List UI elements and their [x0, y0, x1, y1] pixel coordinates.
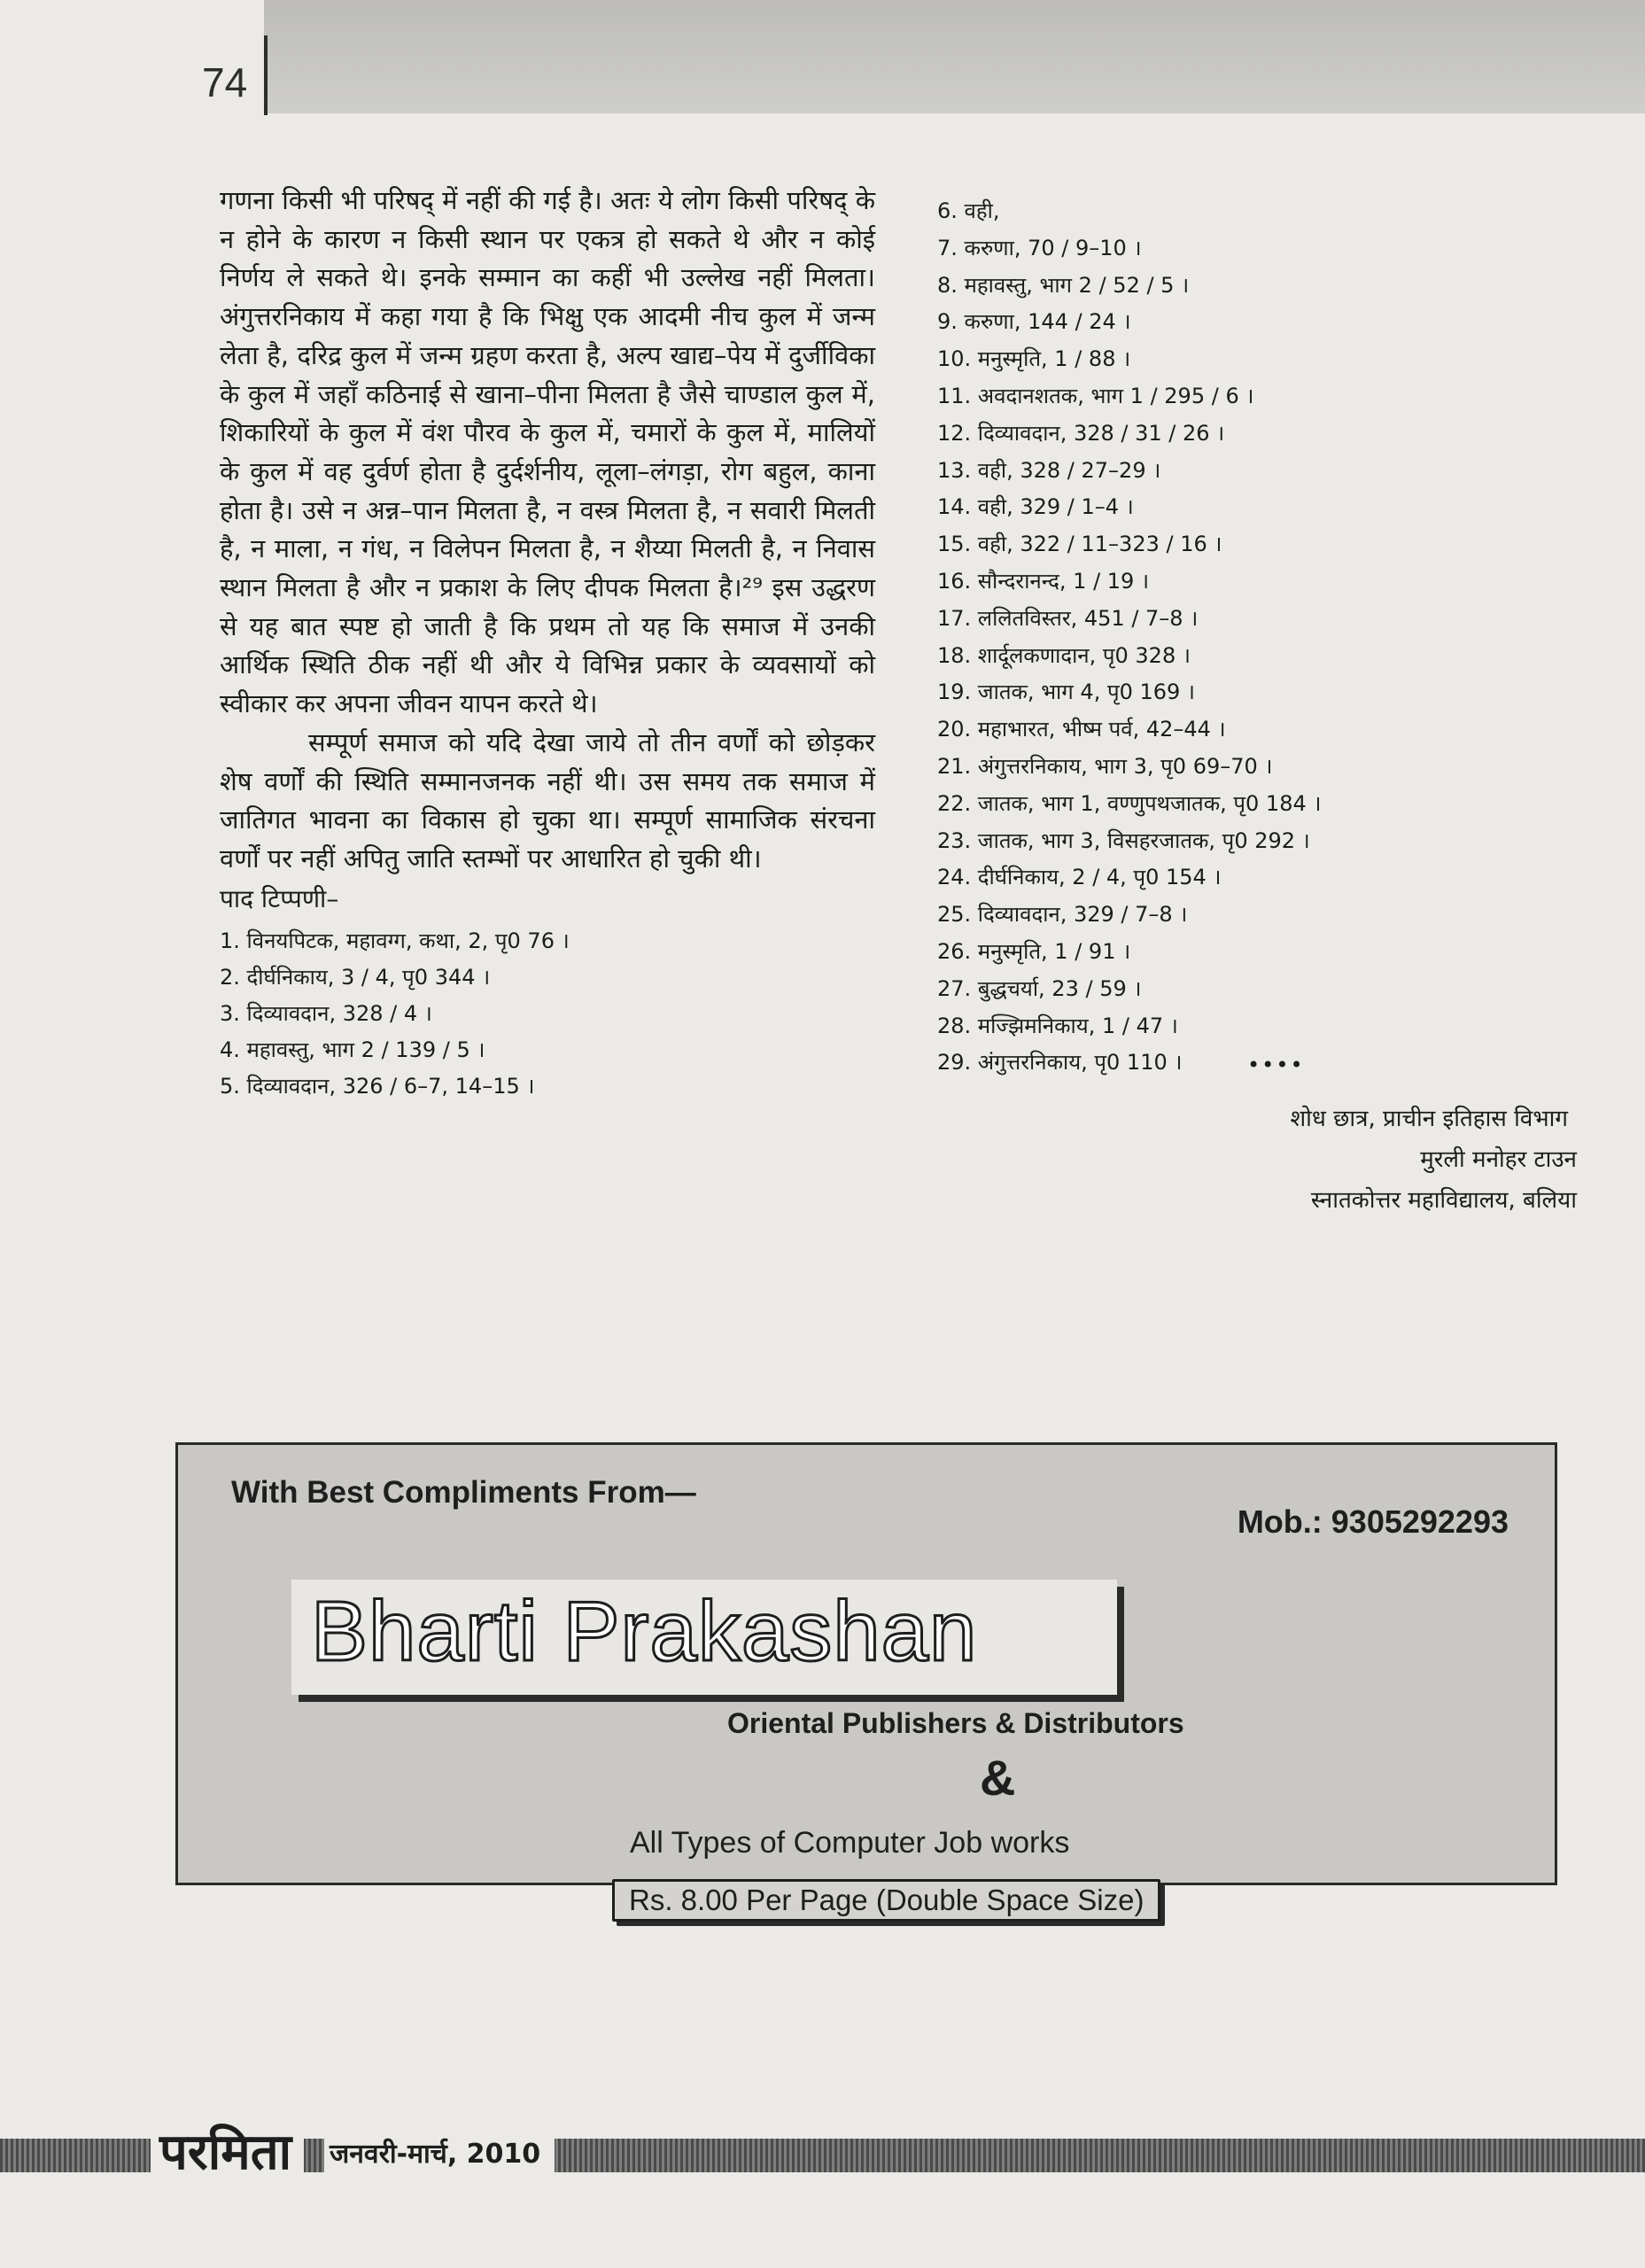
author-line: स्नातकोत्तर महाविद्यालय, बलिया — [1310, 1187, 1577, 1214]
ad-greeting: With Best Compliments From— — [231, 1475, 696, 1510]
article-left-column — [220, 182, 875, 1105]
footnote-item: 23. जातक, भाग 3, विसहरजातक, पृ0 292 । — [937, 827, 1310, 853]
magazine-title: परमिता — [151, 2117, 304, 2188]
footnote-right-column — [937, 193, 1575, 1082]
footnote-item: 6. वही, — [937, 198, 1000, 223]
article-end-marker: •••• — [1247, 1052, 1305, 1077]
footnote-item: 1. विनयपिटक, महावग्ग, कथा, 2, पृ0 76 । — [220, 928, 570, 953]
footnote-item: 2. दीर्घनिकाय, 3 / 4, पृ0 344 । — [220, 964, 491, 990]
footnote-item: 26. मनुस्मृति, 1 / 91 । — [937, 938, 1131, 964]
ad-mobile-number: Mob.: 9305292293 — [1237, 1503, 1509, 1540]
page-number: 74 — [202, 59, 248, 105]
footnote-item: 19. जातक, भाग 4, पृ0 169 । — [937, 680, 1196, 705]
footnote-item: 21. अंगुत्तरनिकाय, भाग 3, पृ0 69–70 । — [937, 753, 1273, 779]
footnote-item: 12. दिव्यावदान, 328 / 31 / 26 । — [937, 420, 1225, 446]
footnote-item: 17. ललितविस्तर, 451 / 7–8 । — [937, 605, 1199, 631]
footnote-item: 8. महावस्तु, भाग 2 / 52 / 5 । — [937, 272, 1190, 298]
footnote-item: 24. दीर्घनिकाय, 2 / 4, पृ0 154 । — [937, 865, 1222, 890]
issue-date: जनवरी-मार्च, 2010 — [324, 2128, 555, 2181]
ad-tagline: Oriental Publishers & Distributors — [727, 1707, 1184, 1739]
footnote-item: 10. मनुस्मृति, 1 / 88 । — [937, 346, 1131, 372]
footnote-item: 25. दिव्यावदान, 329 / 7–8 । — [937, 902, 1188, 928]
header-bar — [264, 0, 1645, 113]
footnote-item: 14. वही, 329 / 1–4 । — [937, 494, 1134, 520]
footnote-item: 28. मज्झिमनिकाय, 1 / 47 । — [937, 1013, 1178, 1038]
advertisement-box — [175, 1442, 1557, 1916]
footnote-item: 20. महाभारत, भीष्म पर्व, 42–44 । — [937, 717, 1226, 742]
footnote-item: 18. शार्दूलकणादान, पृ0 328 । — [937, 642, 1191, 668]
footnote-item: 3. दिव्यावदान, 328 / 4 । — [220, 1000, 432, 1026]
ad-service: All Types of Computer Job works — [630, 1826, 1070, 1860]
author-line: मुरली मनोहर टाउन — [1420, 1146, 1577, 1173]
author-affiliation — [1160, 1099, 1577, 1221]
footnote-item: 15. वही, 322 / 11–323 / 16 । — [937, 532, 1222, 557]
footnote-heading: पाद टिप्पणी– — [220, 883, 339, 913]
footnote-list-left — [220, 923, 875, 1105]
footnote-item: 5. दिव्यावदान, 326 / 6–7, 14–15 । — [220, 1073, 535, 1099]
article-paragraph-1: गणना किसी भी परिषद् में नहीं की गई है। अतः ये लोग किसी परिषद् के न होने के कारण न किसी स्थान पर एकत्र हो सकते थे और न कोई निर्णय ले सकते थे। इनके सम्मान का कहीं भी उल्लेख नहीं मिलता। अंगुत्तरनिकाय में कहा गया है कि भिक्षु एक आदमी नीच कुल में जन्म लेता है, दरिद्र कुल में जन्म ग्रहण करता है, अल्प खाद्य–पेय में दुर्जीविका के कुल में जहाँ कठिनाई से खाना–पीना मिलता है जैसे चाण्डाल कुल में, शिकारियों के कुल में वंश पौरव के कुल में, चमारों के कुल में, मालियों के कुल में वह दुर्वर्ण होता है दुर्दर्शनीय, लूला–लंगड़ा, रोग बहुल, काना होता है। उसे न अन्न–पान मिलता है, न वस्त्र मिलता है, न सवारी मिलती है, न माला, न गंध, न विलेपन मिलता है, न शैय्या मिलती है, न निवास स्थान मिलता है और न प्रकाश के लिए दीपक मिलता है।²⁹ इस उद्धरण से यह बात स्पष्ट हो जाती है कि प्रथम तो यह कि समाज में उनकी आर्थिक स्थिति ठीक नहीं थी और ये विभिन्न प्रकार के व्यवसायों को स्वीकार कर अपना जीवन यापन करते थे। — [220, 185, 875, 719]
ad-ampersand: & — [980, 1750, 1016, 1806]
ad-price-tag: Rs. 8.00 Per Page (Double Space Size) — [612, 1879, 1160, 1922]
footnote-item: 13. वही, 328 / 27–29 । — [937, 457, 1161, 483]
footnote-item: 4. महावस्तु, भाग 2 / 139 / 5 । — [220, 1037, 485, 1062]
footnote-item: 9. करुणा, 144 / 24 । — [937, 309, 1131, 335]
header-divider — [264, 35, 268, 115]
author-line: शोध छात्र, प्राचीन इतिहास विभाग — [1290, 1106, 1568, 1132]
footnote-list-right — [937, 193, 1575, 1082]
brand-logo-text: Bharti Prakashan — [311, 1584, 978, 1679]
footnote-item: 27. बुद्धचर्या, 23 / 59 । — [937, 975, 1142, 1001]
footnote-item: 16. सौन्दरानन्द, 1 / 19 । — [937, 568, 1150, 594]
article-paragraph-2: सम्पूर्ण समाज को यदि देखा जाये तो तीन वर्णों को छोड़कर शेष वर्णों की स्थिति सम्मानजनक नहीं थी। उस समय तक समाज में जातिगत भावना का विकास हो चुका था। सम्पूर्ण सामाजिक संरचना वर्णों पर नहीं अपितु जाति स्तम्भों पर आधारित हो चुकी थी। — [220, 726, 875, 874]
footnote-item: 22. जातक, भाग 1, वण्णुपथजातक, पृ0 184 । — [937, 790, 1322, 816]
footnote-item: 11. अवदानशतक, भाग 1 / 295 / 6 । — [937, 383, 1254, 408]
footnote-item: 29. अंगुत्तरनिकाय, पृ0 110 । — [937, 1050, 1183, 1076]
footnote-item: 7. करुणा, 70 / 9–10 । — [937, 235, 1142, 260]
